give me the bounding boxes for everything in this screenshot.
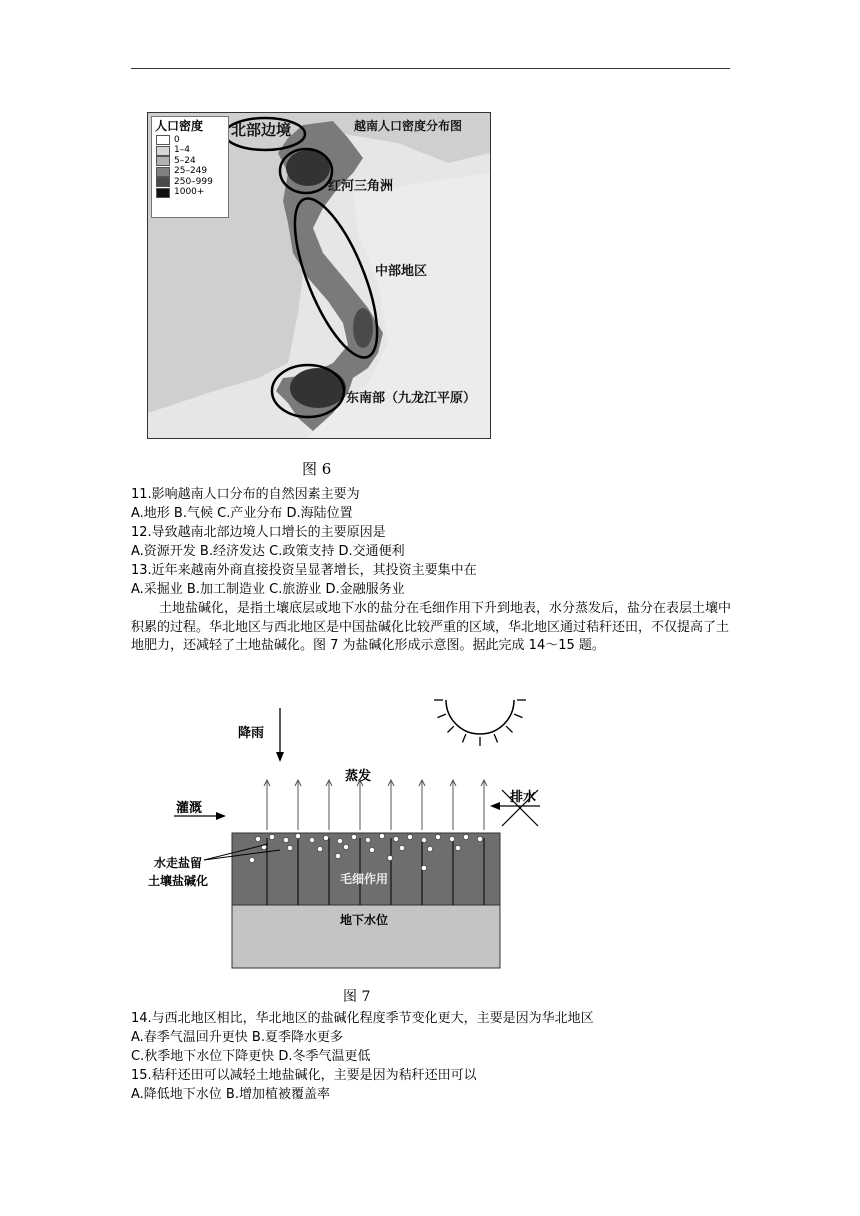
salt-dot [463,834,468,839]
options-12: A.资源开发 B.经济发达 C.政策支持 D.交通便利 [131,544,405,559]
legend-label: 0 [174,134,180,145]
salt-dot [369,847,374,852]
drainage-label: 排水 [510,790,537,805]
salt-dot [455,845,460,850]
question-11: 11.影响越南人口分布的自然因素主要为 [131,487,360,502]
options-14-cd: C.秋季地下水位下降更快 D.冬季气温更低 [131,1049,371,1064]
salt-dot [295,833,300,838]
vietnam-population-map [147,112,491,439]
diagram-graphic [140,680,620,980]
legend-item [152,156,228,167]
legend-item [152,167,228,178]
label-north-border: 北部边境 [231,121,292,139]
options-14-ab: A.春季气温回升更快 B.夏季降水更多 [131,1030,343,1045]
question-14: 14.与西北地区相比，华北地区的盐碱化程度季节变化更大，主要是因为华北地区 [131,1011,594,1026]
sun-ray [514,714,522,717]
figure6-caption: 图 6 [302,460,332,478]
capillary-label: 毛细作用 [340,872,389,886]
salt-dot [399,845,404,850]
paragraph-text: 土地盐碱化，是指土壤底层或地下水的盐分在毛细作用下升到地表，水分蒸发后，盐分在表层土壤中积累的过程。华北地区与西北地区是中国盐碱化比较严重的区域，华北地区通过秸秆还田，不仅提高了土地肥力，还减轻了土地盐碱化。图 7 为盐碱化形成示意图。据此完成 14～15 题。 [131,601,732,653]
label-central: 中部地区 [375,264,428,279]
legend-swatch [156,135,170,145]
sun-icon [434,700,526,746]
legend-swatch [156,156,170,166]
salt-dot [249,857,254,862]
salt-dot [287,845,292,850]
salt-dot [477,836,482,841]
salt-dot [269,834,274,839]
salt-dot [335,853,340,858]
salt-dot [255,836,260,841]
label-red-river: 红河三角洲 [328,179,394,194]
salt-dot [393,836,398,841]
sun-ray [494,734,497,742]
figure7-caption: 图 7 [343,989,371,1005]
irrigation-label: 灌溉 [176,801,203,816]
options-15-ab: A.降低地下水位 B.增加植被覆盖率 [131,1087,330,1102]
legend-item [152,146,228,157]
salt-dot [421,837,426,842]
salt-dot [379,833,384,838]
question-13: 13.近年来越南外商直接投资呈显著增长，其投资主要集中在 [131,563,477,578]
sun-ray [447,726,453,732]
salt-dot [351,834,356,839]
header-rule [131,68,730,69]
salt-dot [283,837,288,842]
options-13: A.采掘业 B.加工制造业 C.旅游业 D.金融服务业 [131,582,405,597]
evaporation-label: 蒸发 [345,769,372,784]
question-15: 15.秸秆还田可以减轻土地盐碱化，主要是因为秸秆还田可以 [131,1068,477,1083]
legend-label: 1000+ [174,187,205,198]
salt-dot [323,835,328,840]
options-11: A.地形 B.气候 C.产业分布 D.海陆位置 [131,506,353,521]
legend-item [152,135,228,146]
map-title: 越南人口密度分布图 [354,119,463,133]
sun-ray [506,726,512,732]
sun-ray [462,734,465,742]
legend-swatch [156,177,170,187]
salt-dot [449,836,454,841]
legend-swatch [156,146,170,156]
salt-label-2: 土壤盐碱化 [148,874,209,888]
salt-dot [407,834,412,839]
salt-dot [421,865,426,870]
map-legend [151,116,229,218]
salinization-paragraph [131,600,731,656]
salt-label-1: 水走盐留 [154,856,203,870]
groundwater-label: 地下水位 [340,913,389,927]
salinization-diagram [140,680,620,980]
sun-ray [438,714,446,717]
salt-dot [343,844,348,849]
salt-dot [317,846,322,851]
rain-label: 降雨 [238,726,265,741]
legend-label: 5–24 [174,155,196,166]
salt-dot [387,855,392,860]
salt-dot [337,838,342,843]
question-12: 12.导致越南北部边境人口增长的主要原因是 [131,525,386,540]
salt-dot [427,846,432,851]
legend-swatch [156,167,170,177]
legend-item [152,177,228,188]
legend-swatch [156,188,170,198]
legend-label: 250–999 [174,176,213,187]
salt-dot [309,837,314,842]
legend-label: 25–249 [174,166,208,177]
salt-dot [365,837,370,842]
salt-dot [435,834,440,839]
legend-label: 1–4 [174,145,190,156]
label-southeast: 东南部（九龙江平原） [346,391,477,406]
legend-title: 人口密度 [155,119,204,133]
legend-item [152,188,228,199]
